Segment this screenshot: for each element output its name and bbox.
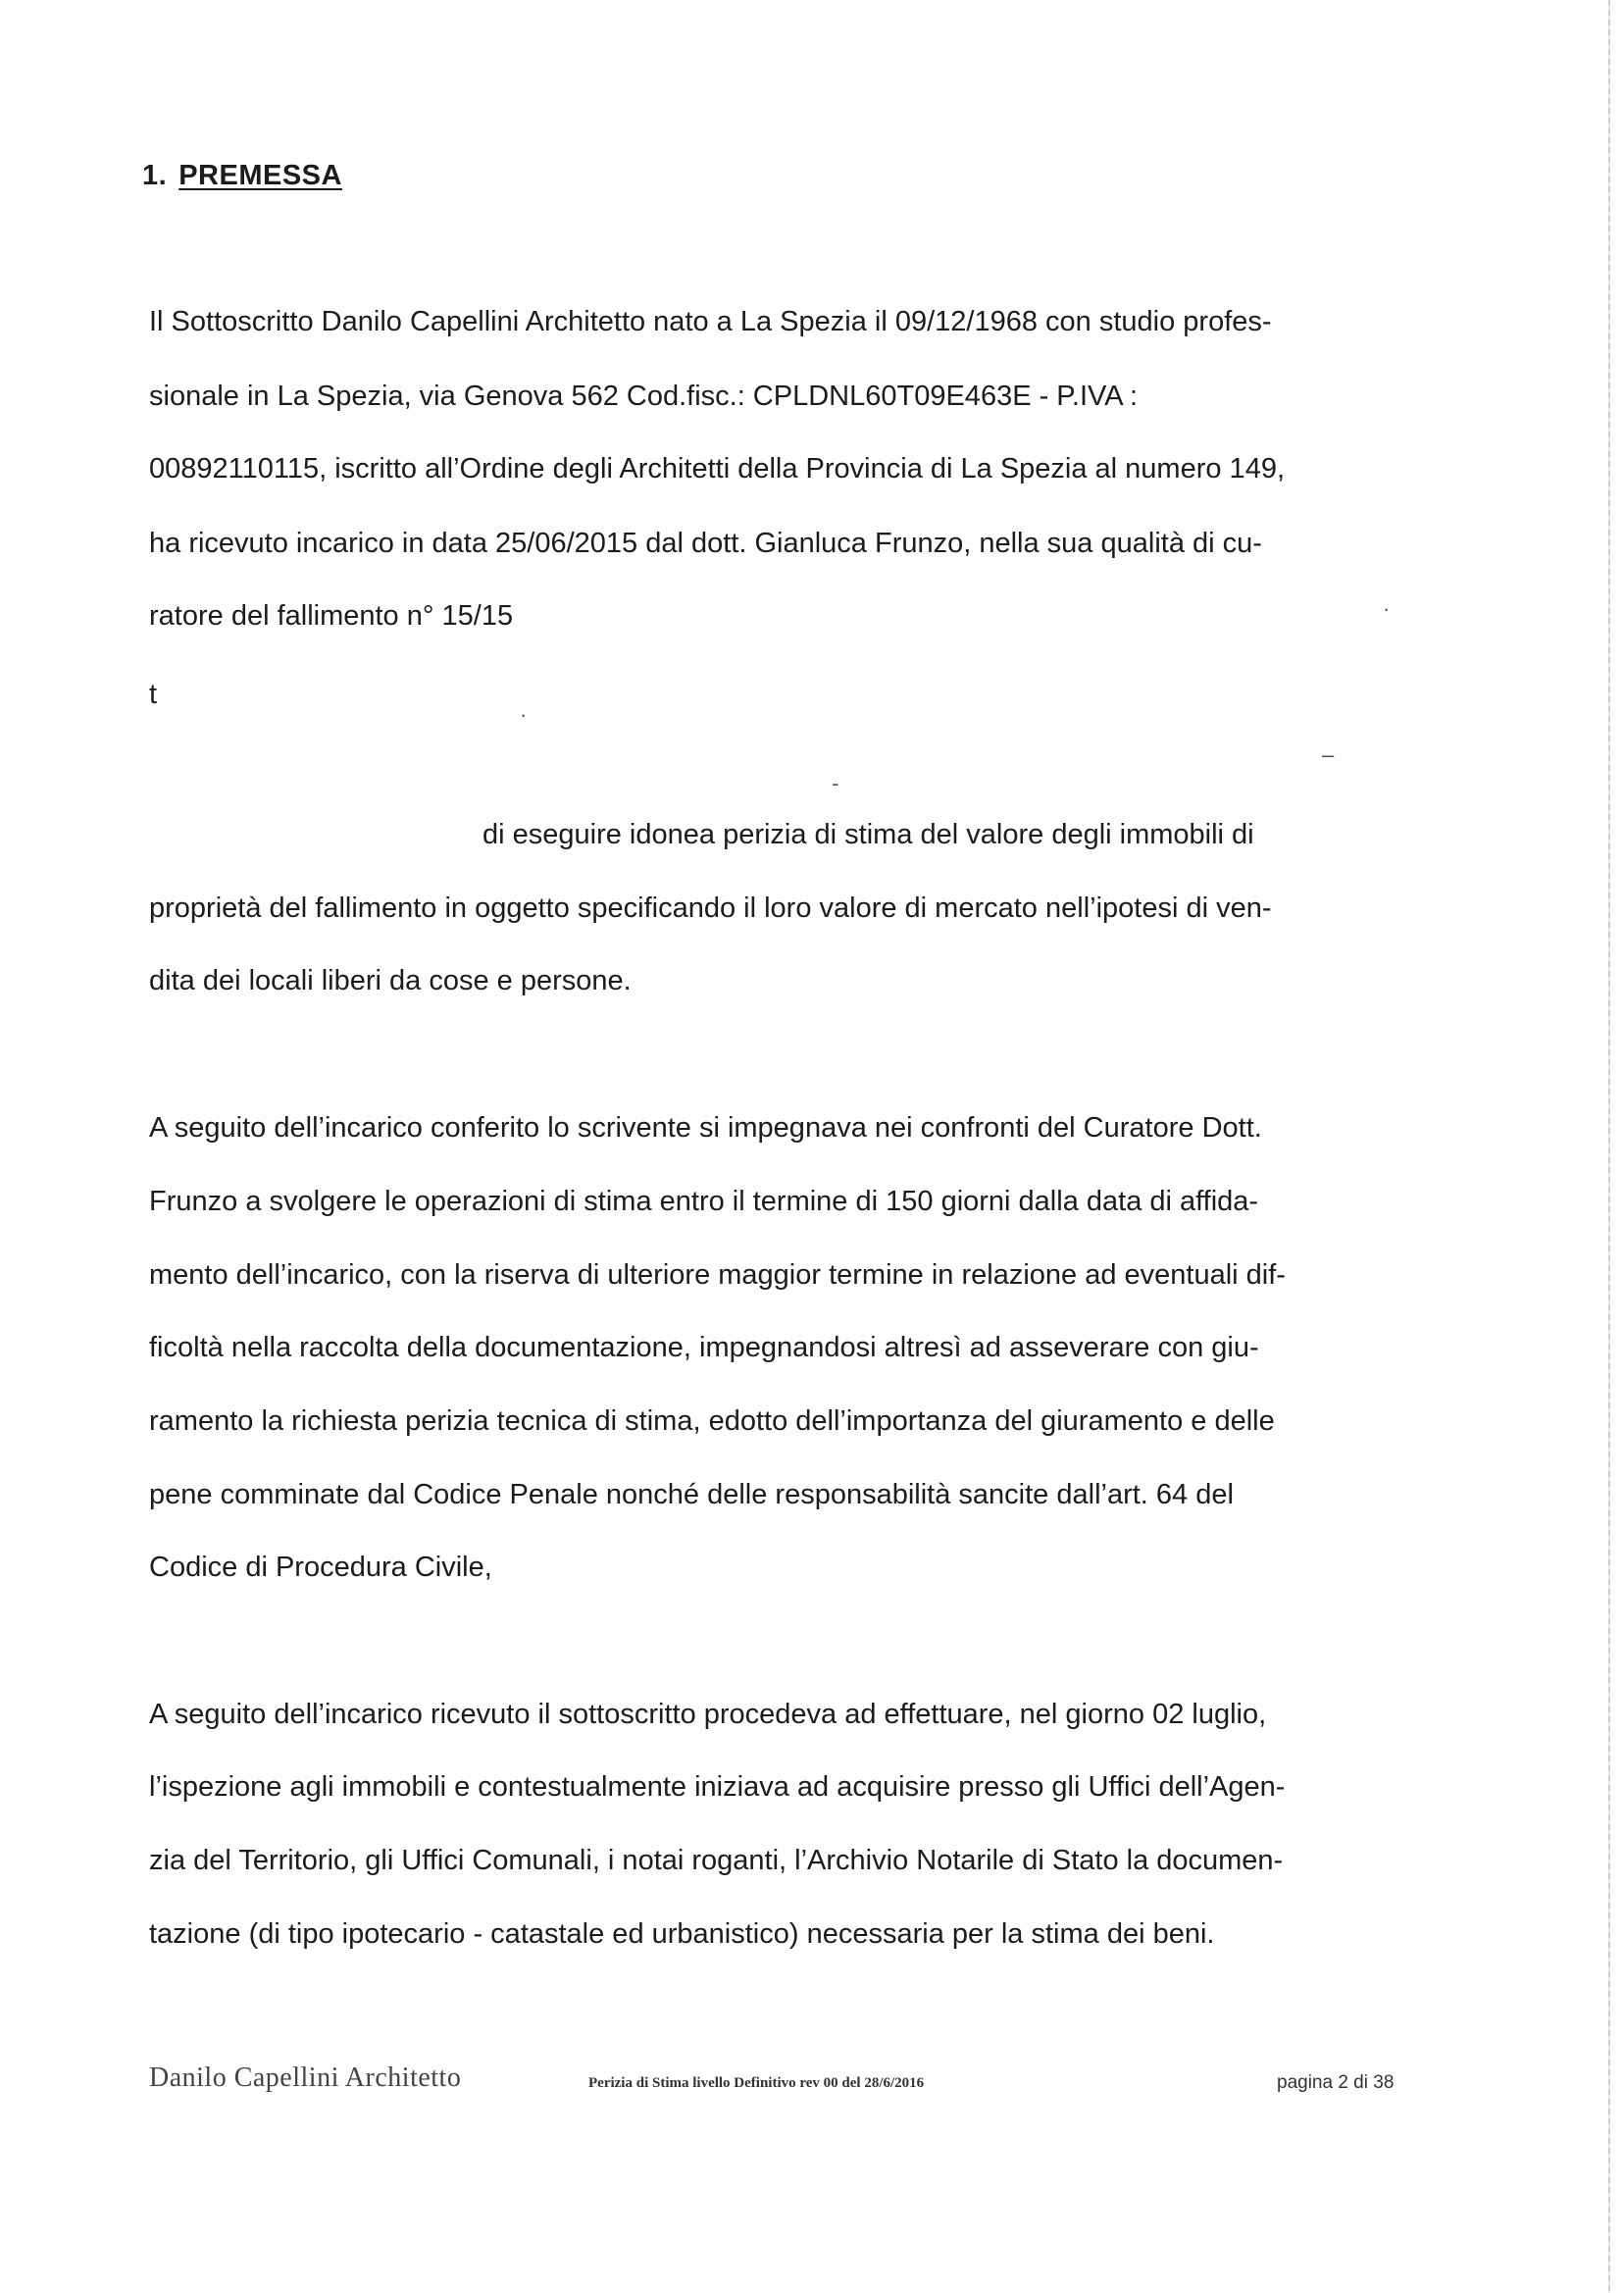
paragraph-1-line-2: sionale in La Spezia, via Genova 562 Cod.fisc.: CPLDNL60T09E463E - P.IVA : — [149, 381, 1139, 412]
paragraph-3-line-3: mento dell’incarico, con la riserva di ulteriore maggior termine in relazione ad eventuali dif- — [149, 1259, 1286, 1291]
paragraph-3-line-4: ficoltà nella raccolta della documentazione, impegnandosi altresì ad asseverare con giu- — [149, 1332, 1259, 1363]
paragraph-2-line-1: di eseguire idonea perizia di stima del valore degli immobili di — [482, 819, 1254, 850]
paragraph-1-line-1: Il Sottoscritto Danilo Capellini Architetto nato a La Spezia il 09/12/1968 con studio profes- — [149, 306, 1272, 337]
scan-speck: · — [520, 702, 528, 727]
paragraph-4-line-3: zia del Territorio, gli Uffici Comunali, i notai roganti, l’Archivio Notarile di Stato la documen- — [149, 1845, 1284, 1876]
section-number: 1. — [142, 160, 168, 191]
scan-speck: - — [832, 771, 839, 795]
paragraph-3-line-6: pene comminate dal Codice Penale nonché delle responsabilità sancite dall’art. 64 del — [149, 1479, 1234, 1510]
paragraph-2-line-2: proprietà del fallimento in oggetto specificando il loro valore di mercato nell’ipotesi di ven- — [149, 892, 1272, 924]
scan-edge — [1608, 0, 1610, 2293]
section-heading — [142, 160, 342, 192]
scan-speck: – — [1322, 742, 1335, 767]
paragraph-3-line-2: Frunzo a svolgere le operazioni di stima entro il termine di 150 giorni dalla data di affida- — [149, 1186, 1259, 1217]
paragraph-1-line-3: 00892110115, iscritto all’Ordine degli Architetti della Provincia di La Spezia al numero 149, — [149, 453, 1286, 484]
paragraph-4-line-2: l’ispezione agli immobili e contestualmente iniziava ad acquisire presso gli Uffici dell’Agen- — [149, 1771, 1286, 1803]
paragraph-1-line-4: ha ricevuto incarico in data 25/06/2015 dal dott. Gianluca Frunzo, nella sua qualità di cu- — [149, 528, 1262, 559]
paragraph-3-line-7: Codice di Procedura Civile, — [149, 1552, 492, 1583]
stray-mark: t — [149, 679, 158, 710]
footer-document-ref: Perizia di Stima livello Definitivo rev 00 del 28/6/2016 — [588, 2075, 925, 2091]
footer-page-number: pagina 2 di 38 — [1277, 2072, 1395, 2093]
paragraph-4-line-4: tazione (di tipo ipotecario - catastale ed urbanistico) necessaria per la stima dei beni. — [149, 1918, 1215, 1950]
paragraph-3-line-5: ramento la richiesta perizia tecnica di stima, edotto dell’importanza del giuramento e delle — [149, 1405, 1275, 1437]
paragraph-1-line-5: ratore del fallimento n° 15/15 — [149, 600, 514, 632]
paragraph-2-line-3: dita dei locali liberi da cose e persone. — [149, 965, 632, 996]
paragraph-4-line-1: A seguito dell’incarico ricevuto il sottoscritto procedeva ad effettuare, nel giorno 02 luglio, — [149, 1699, 1267, 1730]
paragraph-3-line-1: A seguito dell’incarico conferito lo scrivente si impegnava nei confronti del Curatore Dott. — [149, 1112, 1262, 1144]
section-title: PREMESSA — [178, 160, 342, 191]
footer-author: Danilo Capellini Architetto — [149, 2063, 462, 2093]
scan-speck: · — [1383, 596, 1391, 621]
